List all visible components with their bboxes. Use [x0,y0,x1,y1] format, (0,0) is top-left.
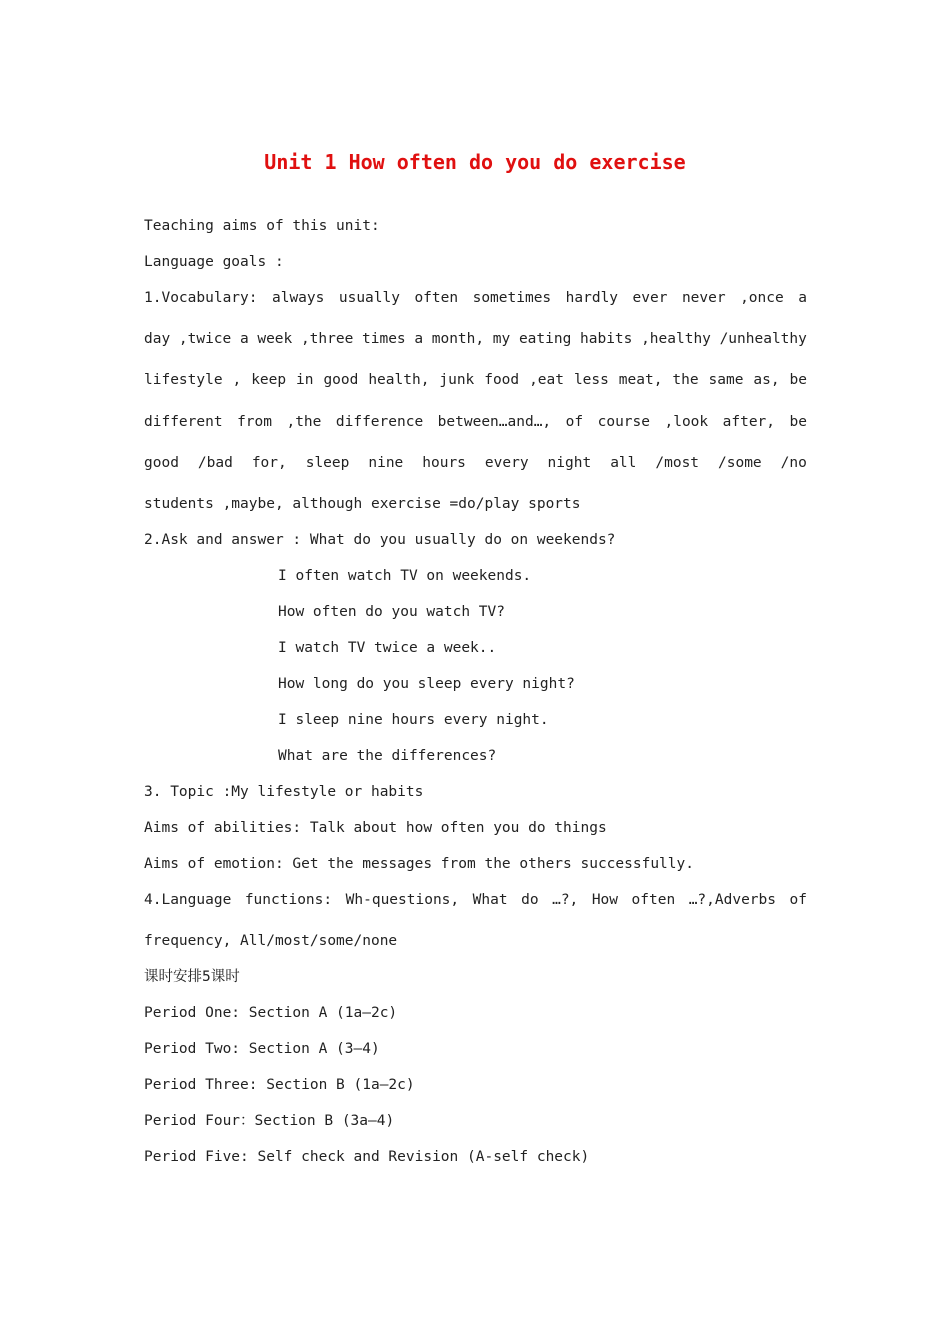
word: ,eat [529,372,564,389]
word: my [492,331,511,348]
word: …?, [552,891,579,908]
word: every [484,454,529,471]
word: of [565,413,584,430]
dialogue-line: How long do you sleep every night? [278,675,575,692]
word: /most [655,454,700,471]
word: do [521,891,539,908]
word: sleep [305,454,350,471]
word: 1.Vocabulary: [144,290,258,306]
word: …?,Adverbs [688,891,777,908]
word: junk [439,372,475,389]
word: habits [580,331,633,348]
word: meat, [618,372,663,389]
dialogue-line: How often do you watch TV? [278,603,505,620]
dialogue-line: I often watch TV on weekends. [278,567,532,584]
word: ,once [740,290,784,306]
ask-answer-line: 2.Ask and answer : What do you usually do on weekends? [144,531,616,548]
word: ,three [300,331,354,348]
word: often [631,891,676,908]
period-line: Period Two: Section A (3—4) [144,1041,380,1058]
word: How [591,891,619,908]
word: week [257,331,293,348]
aims-abilities-line: Aims of abilities: Talk about how often you do things [144,819,607,836]
vocabulary-line [144,286,807,327]
word: hours [422,454,466,471]
word: less [573,372,609,389]
period-line: Period Five: Self check and Revision (A-self check) [144,1149,590,1166]
word: nine [368,454,404,471]
word: ever [632,290,668,306]
word: after, [722,413,776,430]
aims-heading: Teaching aims of this unit: [144,218,380,234]
word: /bad [197,454,233,471]
word: be [789,413,807,430]
word: /no [780,454,807,471]
word: good [323,372,359,389]
word: keep [251,372,287,389]
period-line: Period Four：Section B (3a—4) [144,1113,395,1130]
word: for, [251,454,287,471]
word: 4.Language [144,891,232,908]
aims-emotion-line: Aims of emotion: Get the messages from the others successfully. [144,855,694,872]
word: a [239,331,249,348]
word: from [237,413,272,430]
word: the [672,372,699,389]
vocabulary-line [144,451,807,492]
word: , [232,372,242,389]
vocabulary-line-last: students ,maybe, although exercise =do/play sports [144,495,581,512]
word: as, [753,372,780,389]
word: month, [431,331,485,348]
word: in [296,372,314,389]
period-line: Period One: Section A (1a—2c) [144,1005,398,1022]
word: a [798,290,807,306]
word: Wh-questions, [345,891,460,908]
word: between…and…, [437,413,552,430]
word: What [472,891,508,908]
dialogue-line: I sleep nine hours every night. [278,711,549,728]
word: ,the [286,413,322,430]
word: all [610,454,637,471]
word: times [362,331,406,348]
word: sometimes [472,290,552,306]
word: a [414,331,424,348]
word: different [144,413,223,430]
functions-line [144,888,807,929]
word: day [144,331,171,348]
vocabulary-line [144,327,807,368]
word: of [789,891,807,908]
schedule-line: 课时安排5课时 [144,969,240,986]
word: course [597,413,650,430]
word: always [271,290,325,306]
word: good [144,454,179,471]
word: lifestyle [144,372,223,389]
word: ,twice [178,331,232,348]
word: health, [368,372,430,389]
period-line: Period Three: Section B (1a—2c) [144,1077,415,1094]
vocabulary-line [144,410,807,451]
word: /some [718,454,762,471]
word: ,healthy [641,331,711,348]
word: /unhealthy [719,331,807,348]
word: night [547,454,592,471]
language-goals-heading: Language goals : [144,254,284,270]
functions-line-last: frequency, All/most/some/none [144,933,398,950]
word: eating [518,331,572,348]
topic-line: 3. Topic :My lifestyle or habits [144,783,424,800]
document-body [144,214,807,1181]
dialogue-line: I watch TV twice a week.. [278,639,497,656]
word: be [789,372,807,389]
word: never [681,290,726,306]
word: often [414,290,459,306]
word: functions: [244,891,333,908]
document-title: Unit 1 How often do you do exercise [264,150,686,174]
word: same [708,372,744,389]
word: ,look [664,413,709,430]
word: food [484,372,520,389]
word: hardly [565,290,619,306]
vocabulary-line [144,368,807,409]
dialogue-line: What are the differences? [278,747,497,764]
word: difference [335,413,424,430]
word: usually [338,290,400,306]
